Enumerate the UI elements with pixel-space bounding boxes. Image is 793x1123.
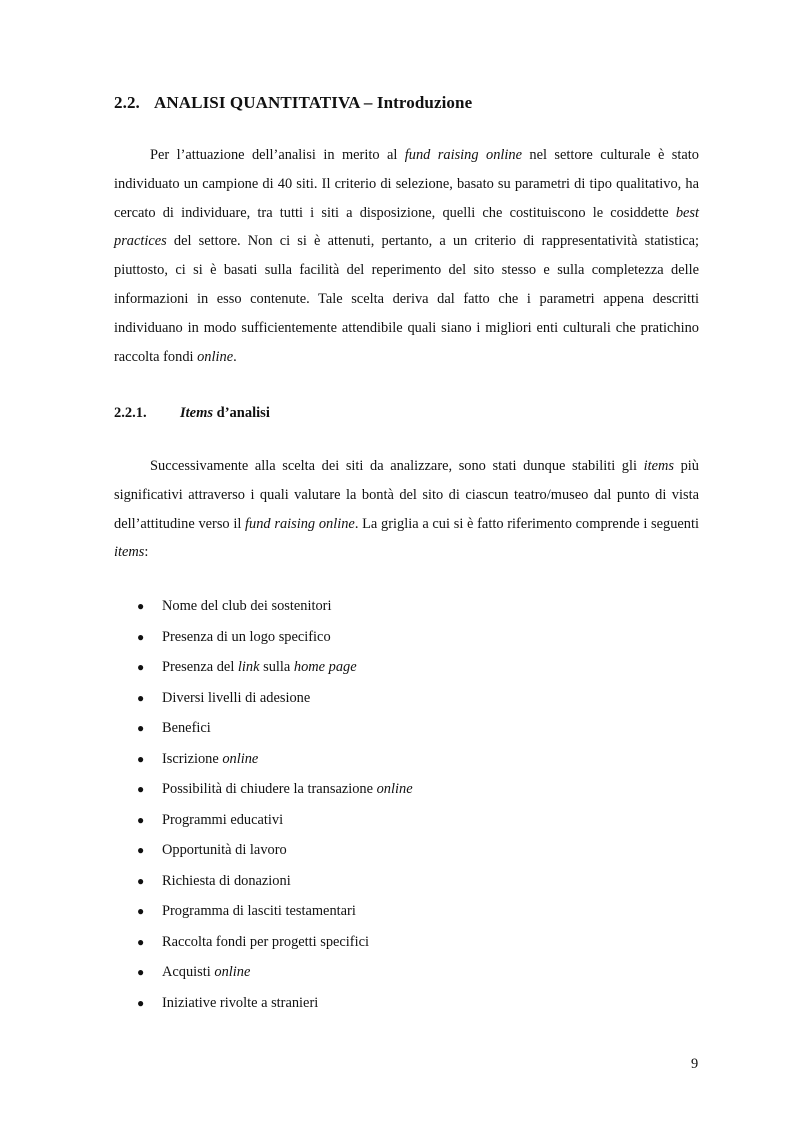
- subsection-title-italic: Items: [180, 405, 214, 421]
- bullet-icon: ●: [137, 599, 145, 613]
- section-title: ANALISI QUANTITATIVA – Introduzione: [154, 93, 473, 112]
- list-item: ● Raccolta fondi per progetti specifici: [137, 927, 413, 958]
- bullet-icon: ●: [137, 995, 145, 1010]
- list-item: ● Programmi educativi: [137, 805, 413, 836]
- page-number: 9: [691, 1056, 699, 1072]
- bullet-icon: ●: [137, 751, 145, 766]
- bullet-icon: ●: [137, 843, 145, 857]
- bullet-icon: ●: [137, 660, 145, 674]
- bullet-icon: ●: [137, 812, 145, 827]
- bullet-icon: ●: [137, 721, 145, 735]
- list-item: ● Programma di lasciti testamentari: [137, 896, 413, 927]
- intro-paragraph: Per l’attuazione dell’analisi in merito al fund raising online nel settore culturale è stato individuato un campione di 40 siti. Il criterio di selezione, basato su parametri di tipo qualitativo, ha cercato di individuare, tra tutti i siti a disposizione, quelli che costituiscono le cosiddette best practices del settore. Non ci si è attenuti, pertanto, a un criterio di rappresentatività statistica; piuttosto, ci si è basati sulla facilità del reperimento del sito stesso e sulla completezza delle informazioni in esso contenute. Tale scelta deriva dal fatto che i parametri appena descritti individuano in modo sufficientemente attendibile quali siano i migliori enti culturali che pratichino raccolta fondi online.: [114, 147, 699, 365]
- list-item: ● Iniziative rivolte a stranieri: [137, 988, 413, 1019]
- section-number: 2.2.: [114, 93, 140, 112]
- bullet-icon: ●: [137, 782, 145, 796]
- items-list: [137, 591, 413, 1018]
- list-item: ● Benefici: [137, 713, 413, 744]
- bullet-icon: ●: [137, 690, 145, 705]
- subsection-title-rest: d’analisi: [213, 405, 270, 421]
- list-item: ● Acquisti online: [137, 957, 413, 988]
- list-item: ● Presenza del link sulla home page: [137, 652, 413, 683]
- list-item: ● Nome del club dei sostenitori: [137, 591, 413, 622]
- subsection-number: 2.2.1.: [114, 405, 147, 421]
- bullet-icon: ●: [137, 873, 145, 888]
- section-heading: [114, 93, 472, 113]
- list-item: ● Iscrizione online: [137, 744, 413, 775]
- subsection-heading: [114, 405, 270, 422]
- bullet-icon: ●: [137, 965, 145, 979]
- bullet-icon: ●: [137, 904, 145, 918]
- bullet-icon: ●: [137, 629, 145, 644]
- list-item: ● Opportunità di lavoro: [137, 835, 413, 866]
- list-item: ● Possibilità di chiudere la transazione online: [137, 774, 413, 805]
- list-item: ● Diversi livelli di adesione: [137, 683, 413, 714]
- bullet-icon: ●: [137, 934, 145, 949]
- list-item: ● Presenza di un logo specifico: [137, 622, 413, 653]
- list-item: ● Richiesta di donazioni: [137, 866, 413, 897]
- items-paragraph: Successivamente alla scelta dei siti da analizzare, sono stati dunque stabiliti gli items più significativi attraverso i quali valutare la bontà del sito di ciascun teatro/museo dal punto di vista dell’attitudine verso il fund raising online. La griglia a cui si è fatto riferimento comprende i seguenti items:: [114, 458, 699, 561]
